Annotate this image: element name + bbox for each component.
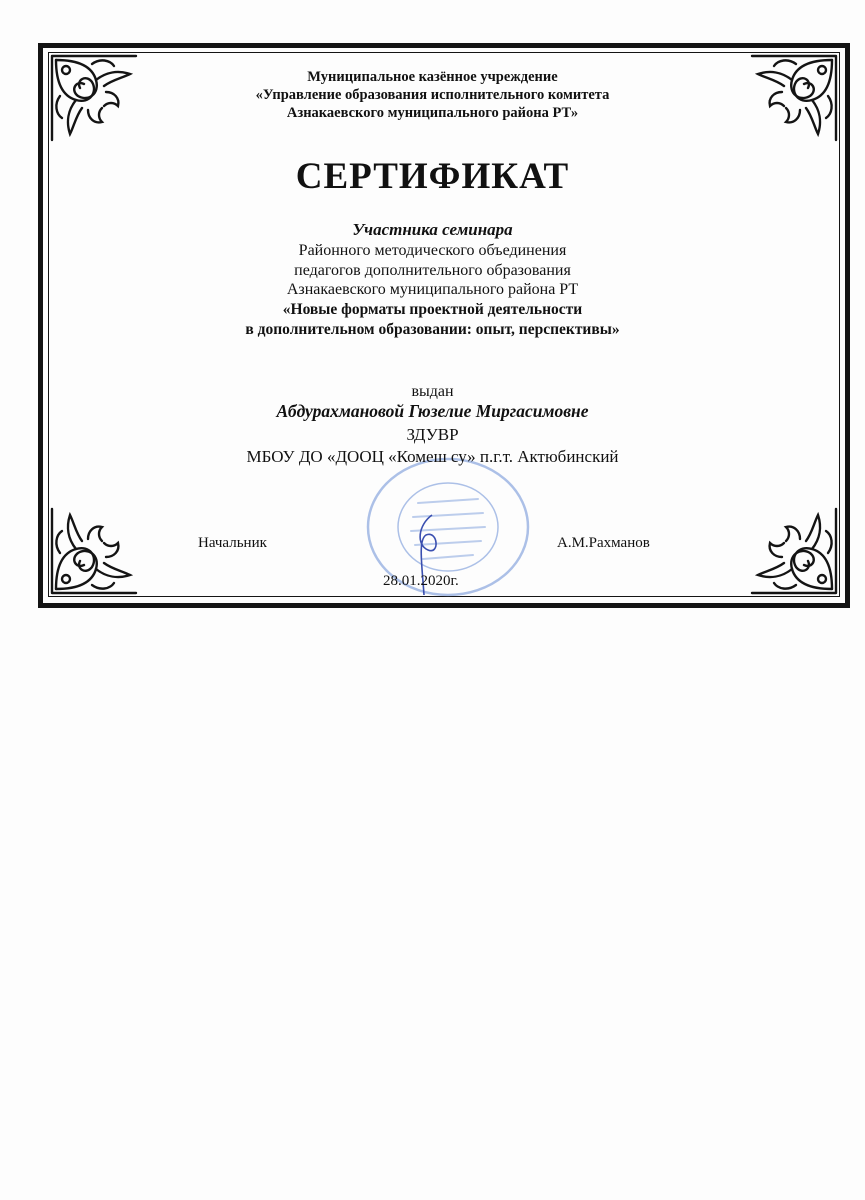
issued-label: выдан — [411, 383, 454, 400]
recipient-name: Абдурахмановой Гюзелие Миргасимовне — [276, 401, 589, 421]
header-line-1: Муниципальное казённое учреждение — [307, 69, 558, 85]
recipient-organization: МБОУ ДО «ДООЦ «Комеш су» п.г.т. Актюбинский — [246, 447, 619, 466]
ornament-corner-bottom-right — [748, 505, 840, 597]
body-line-2: педагогов дополнительного образования — [294, 262, 571, 279]
header-line-2: «Управление образования исполнительного комитета — [255, 87, 610, 103]
signatory-name: А.М.Рахманов — [557, 535, 650, 551]
seminar-topic-line-1: «Новые форматы проектной деятельности — [282, 301, 583, 318]
body-line-1: Районного методического объединения — [298, 242, 567, 259]
certificate-subtitle: Участника семинара — [352, 220, 513, 239]
signatory-title: Начальник — [198, 535, 267, 551]
certificate-title: СЕРТИФИКАТ — [295, 156, 570, 197]
seminar-topic-line-2: в дополнительном образовании: опыт, перспективы» — [245, 321, 620, 338]
header-line-3: Азнакаевского муниципального района РТ» — [286, 105, 579, 121]
issue-date: 28.01.2020г. — [383, 573, 459, 589]
body-line-3: Азнакаевского муниципального района РТ — [286, 281, 579, 298]
recipient-position: ЗДУВР — [406, 425, 459, 444]
ornament-corner-bottom-left — [48, 505, 140, 597]
